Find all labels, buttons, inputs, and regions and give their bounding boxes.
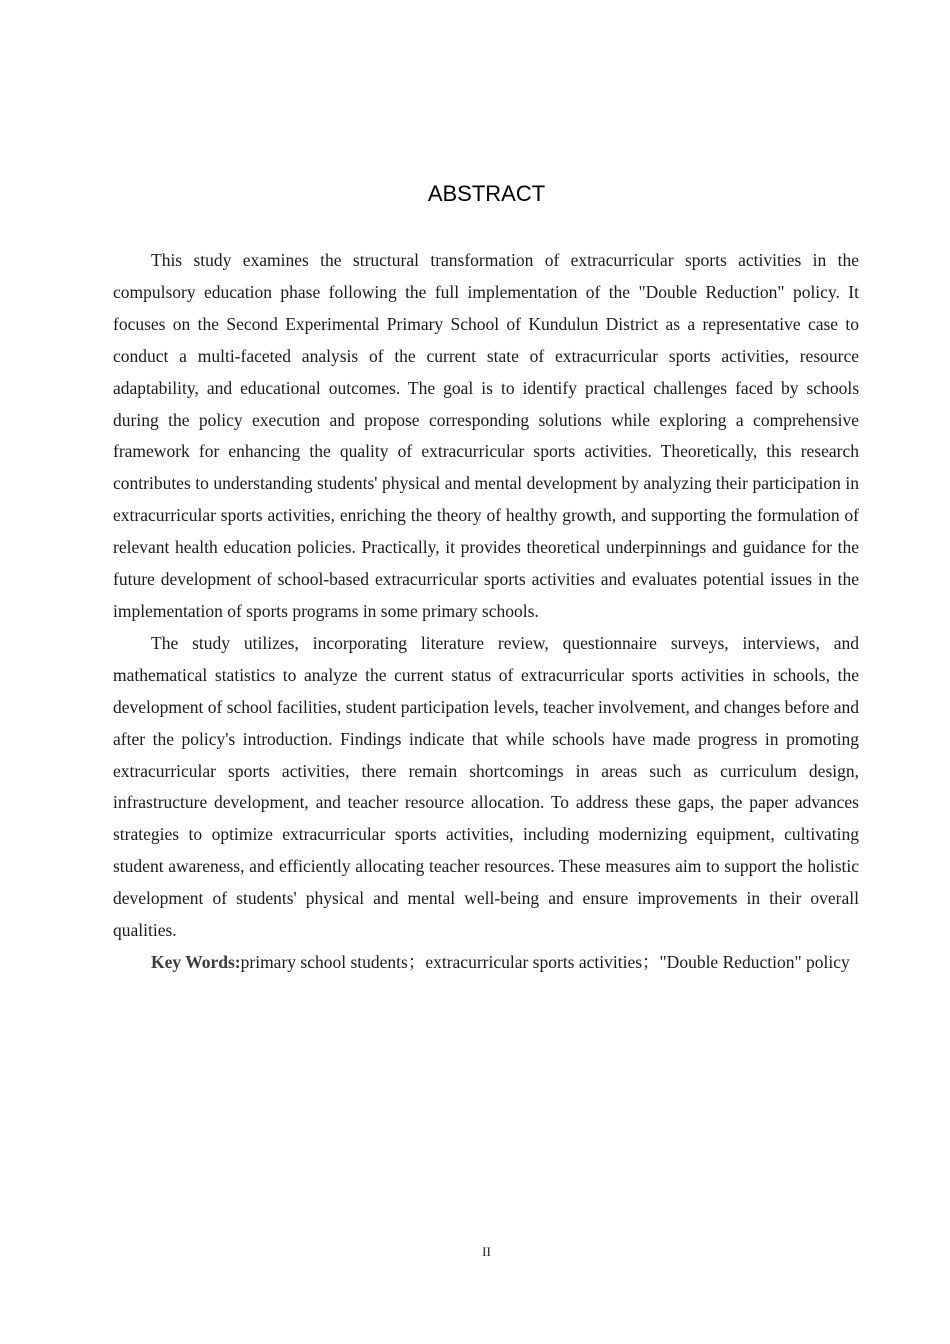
abstract-paragraph-1: This study examines the structural transformation of extracurricular sports activities in the compulsory education phase following the full implementation of the "Double Reduction" policy. It focuses on the Second Experimental Primary School of Kundulun District as a representative case to conduct a multi-faceted analysis of the current state of extracurricular sports activities, resource adaptability, and educational outcomes. The goal is to identify practical challenges faced by schools during the policy execution and propose corresponding solutions while exploring a comprehensive framework for enhancing the quality of extracurricular sports activities. Theoretically, this research contributes to understanding students' physical and mental development by analyzing their participation in extracurricular sports activities, enriching the theory of healthy growth, and supporting the formulation of relevant health education policies. Practically, it provides theoretical underpinnings and guidance for the future development of school-based extracurricular sports activities and evaluates potential issues in the implementation of sports programs in some primary schools.: [113, 250, 859, 621]
abstract-body: [113, 245, 859, 979]
abstract-paragraph-2: The study utilizes, incorporating literature review, questionnaire surveys, interviews, and mathematical statistics to analyze the current status of extracurricular sports activities in schools, the development of school facilities, student participation levels, teacher involvement, and changes before and after the policy's introduction. Findings indicate that while schools have made progress in promoting extracurricular sports activities, there remain shortcomings in areas such as curriculum design, infrastructure development, and teacher resource allocation. To address these gaps, the paper advances strategies to optimize extracurricular sports activities, including modernizing equipment, cultivating student awareness, and efficiently allocating teacher resources. These measures aim to support the holistic development of students' physical and mental well-being and ensure improvements in their overall qualities.: [113, 632, 859, 941]
abstract-title: ABSTRACT: [427, 181, 546, 206]
keywords-line: [113, 947, 859, 979]
keywords-text: primary school students；extracurricular sports activities；"Double Reduction" policy: [240, 951, 850, 972]
keywords-label: Key Words:: [151, 951, 241, 972]
page-number: II: [482, 1244, 491, 1259]
